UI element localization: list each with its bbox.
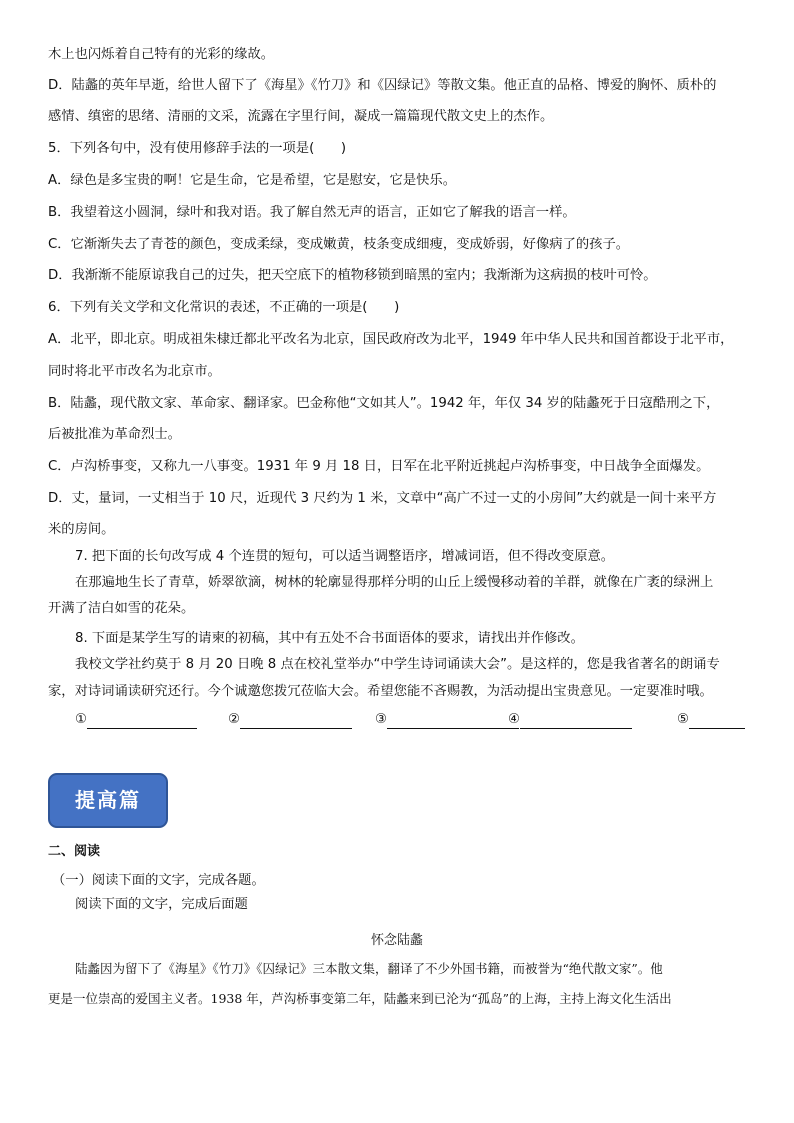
q7-text: 开满了洁白如雪的花朵。 bbox=[48, 601, 195, 616]
text-line: 感情、缜密的思绪、清丽的文采，流露在字里行间，凝成一篇篇现代散文史上的杰作。 bbox=[48, 109, 554, 124]
passage-title: 怀念陆蠡 bbox=[370, 933, 423, 948]
answer-blank-5[interactable]: ⑤ bbox=[677, 711, 745, 729]
option-c: C．它渐渐失去了青苍的颜色，变成柔绿，变成嫩黄，枝条变成细瘦，变成娇弱，好像病了的孩子。 bbox=[48, 237, 630, 252]
question-5: 5．下列各句中，没有使用修辞手法的一项是( ) bbox=[48, 141, 347, 156]
question-7: 7. 把下面的长句改写成 4 个连贯的短句，可以适当调整语序，增减词语，但不得改变原意。 bbox=[75, 549, 615, 564]
option-b: B．我望着这小圆洞，绿叶和我对语。我了解自然无声的语言，正如它了解我的语言一样。 bbox=[48, 205, 576, 220]
option-c: C．卢沟桥事变，又称九一八事变。1931 年 9 月 18 日，日军在北平附近挑起卢沟桥事变，中日战争全面爆发。 bbox=[48, 459, 710, 474]
question-6: 6．下列有关文学和文化常识的表述，不正确的一项是( ) bbox=[48, 300, 400, 315]
text-line: 木上也闪烁着自己特有的光彩的缘故。 bbox=[48, 47, 275, 62]
passage-paragraph: 更是一位崇高的爱国主义者。1938 年，芦沟桥事变第二年，陆蠡来到已沦为“孤岛”的上海，主持上海文化生活出 bbox=[48, 991, 672, 1006]
answer-blank-3[interactable]: ③ bbox=[375, 711, 519, 729]
reading-subheading: （一）阅读下面的文字，完成各题。 bbox=[52, 873, 265, 888]
q7-text: 在那遍地生长了青草，娇翠欲滴，树林的轮廓显得那样分明的山丘上缓慢移动着的羊群，就像在广袤的绿洲上 bbox=[75, 575, 714, 590]
text-line: 同时将北平市改名为北京市。 bbox=[48, 364, 221, 379]
option-a: A．北平，即北京。明成祖朱棣迁都北平改名为北京，国民政府改为北平，1949 年中华人民共和国首都设于北平市， bbox=[48, 332, 734, 347]
answer-blank-4[interactable]: ④ bbox=[508, 711, 632, 729]
text-line: 后被批准为革命烈士。 bbox=[48, 427, 181, 442]
q8-text: 家，对诗词诵读研究还行。今个诚邀您拨冗莅临大会。希望您能不吝赐教，为活动提出宝贵意见。一定要准时哦。 bbox=[48, 684, 713, 699]
option-a: A．绿色是多宝贵的啊！它是生命，它是希望，它是慰安，它是快乐。 bbox=[48, 173, 457, 188]
option-d-text: D．陆蠡的英年早逝，给世人留下了《海星》《竹刀》和《囚绿记》等散文集。他正直的品格、博爱的胸怀、质朴的 bbox=[48, 78, 717, 93]
option-d: D．我渐渐不能原谅我自己的过失，把天空底下的植物移锁到暗黑的室内；我渐渐为这病损的枝叶可怜。 bbox=[48, 268, 657, 283]
answer-blank-2[interactable]: ② bbox=[228, 711, 352, 729]
q8-text: 我校文学社约莫于 8 月 20 日晚 8 点在校礼堂举办“中学生诗词诵读大会”。是这样的，您是我省著名的朗诵专 bbox=[75, 657, 720, 672]
reading-instruction: 阅读下面的文字，完成后面题 bbox=[75, 897, 248, 912]
answer-blanks bbox=[75, 711, 755, 733]
section-heading: 二、阅读 bbox=[48, 844, 101, 859]
passage-paragraph: 陆蠡因为留下了《海星》《竹刀》《囚绿记》三本散文集，翻译了不少外国书籍，而被誉为“绝代散文家”。他 bbox=[75, 961, 663, 976]
answer-blank-1[interactable]: ① bbox=[75, 711, 197, 729]
question-8: 8. 下面是某学生写的请柬的初稿，其中有五处不合书面语体的要求，请找出并作修改。 bbox=[75, 631, 584, 646]
section-badge: 提高篇 bbox=[48, 773, 168, 828]
text-line: 米的房间。 bbox=[48, 522, 115, 537]
option-d: D．丈，量词，一丈相当于 10 尺，近现代 3 尺约为 1 米，文章中“高广不过一丈的小房间”大约就是一间十来平方 bbox=[48, 491, 717, 506]
option-b: B．陆蠡，现代散文家、革命家、翻译家。巴金称他“文如其人”。1942 年，年仅 34 岁的陆蠡死于日寇酷刑之下， bbox=[48, 396, 720, 411]
